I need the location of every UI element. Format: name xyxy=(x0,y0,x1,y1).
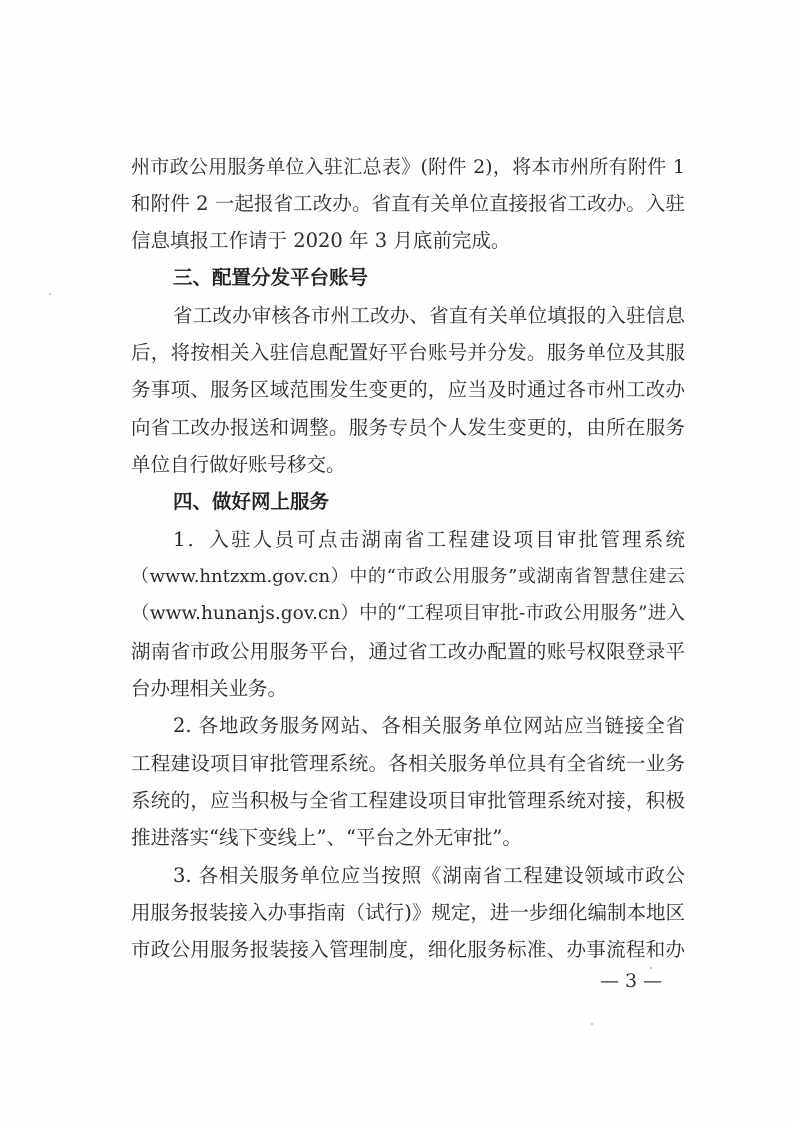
text-line: 省工改办审核各市州工改办、省直有关单位填报的入驻信息 xyxy=(173,304,685,327)
text-line: 3. 各相关服务单位应当按照《湖南省工程建设领域市政公 xyxy=(173,864,685,887)
text-line: 单位自行做好账号移交。 xyxy=(131,453,346,476)
text-line: 信息填报工作请于 2020 年 3 月底前完成。 xyxy=(131,229,511,252)
text-line: 市政公用服务报装接入管理制度，细化服务标准、办事流程和办 xyxy=(131,938,685,961)
text-line: 工程建设项目审批管理系统。各相关服务单位具有全省统一业务 xyxy=(131,752,685,775)
text-line: 系统的，应当积极与全省工程建设项目审批管理系统对接，积极 xyxy=(131,789,685,812)
scan-speck xyxy=(49,293,51,295)
scan-speck xyxy=(650,967,652,969)
text-line: 湖南省市政公用服务平台，通过省工改办配置的账号权限登录平 xyxy=(131,640,685,663)
text-line: 推进落实“线下变线上”、“平台之外无审批”。 xyxy=(131,826,522,849)
text-line: 用服务报装接入办事指南（试行)》规定，进一步细化编制本地区 xyxy=(131,901,685,924)
text-line: 1．入驻人员可点击湖南省工程建设项目审批管理系统 xyxy=(173,528,685,551)
section-heading-4: 四、做好网上服务 xyxy=(173,490,330,513)
text-line: 向省工改办报送和调整。服务专员个人发生变更的，由所在服务 xyxy=(131,416,685,439)
text-line: 州市政公用服务单位入驻汇总表》(附件 2)，将本市州所有附件 1 xyxy=(131,156,685,178)
text-line: （www.hntzxm.gov.cn）中的“市政公用服务”或湖南省智慧住建云 xyxy=(131,566,685,587)
section-heading-3: 三、配置分发平台账号 xyxy=(173,266,369,289)
scan-speck xyxy=(591,1023,593,1025)
text-line: 后，将按相关入驻信息配置好平台账号并分发。服务单位及其服 xyxy=(131,341,685,364)
page-number: — 3 — xyxy=(600,970,663,992)
text-line: （www.hunanjs.gov.cn）中的“工程项目审批-市政公用服务”进入 xyxy=(131,603,685,624)
text-line: 2. 各地政务服务网站、各相关服务单位网站应当链接全省 xyxy=(173,714,685,737)
text-line: 和附件 2 一起报省工改办。省直有关单位直接报省工改办。入驻 xyxy=(131,192,685,215)
text-line: 台办理相关业务。 xyxy=(131,677,288,700)
text-line: 务事项、服务区域范围发生变更的，应当及时通过各市州工改办 xyxy=(131,378,685,401)
